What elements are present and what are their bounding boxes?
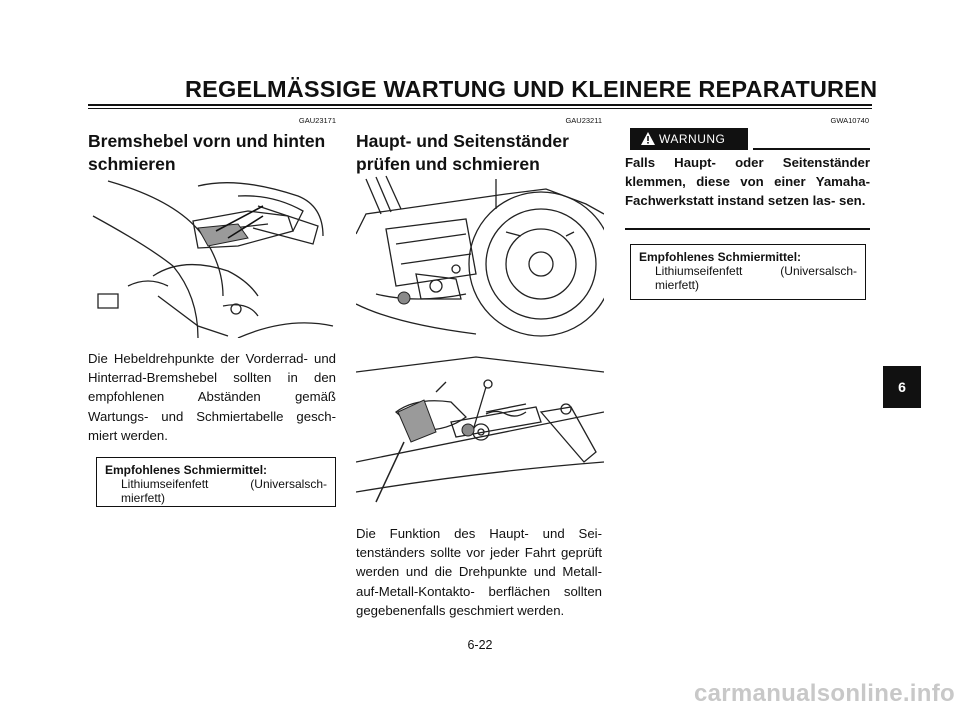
heading-line: Bremshebel vorn und hinten [88,131,326,151]
lubricant-box-title: Empfohlenes Schmiermittel: [639,250,802,264]
header-rule [88,104,872,106]
heading-line: Haupt- und Seitenständer [356,131,569,151]
warning-code: GWA10740 [830,116,869,125]
header-rule-thin [88,108,872,109]
section-heading [356,130,606,176]
chapter-tab: 6 [883,366,921,408]
warning-badge [630,128,748,150]
main-stand-illustration [356,174,604,340]
lubricant-box-text: Lithiumseifenfett (Universalsch- mierfett) [655,264,857,292]
lubricant-box-text: Lithiumseifenfett (Universalsch- mierfett) [121,477,327,505]
side-stand-illustration [356,352,604,518]
warning-text: Falls Haupt- oder Seitenständer klemmen, diese von einer Yamaha- Fachwerkstatt instand setzen las- sen. [625,155,870,208]
brake-lever-illustration [88,176,338,338]
page-header-title: REGELMÄSSIGE WARTUNG UND KLEINERE REPARATUREN [185,76,878,102]
heading-line: schmieren [88,154,176,174]
warning-label: WARNUNG [659,132,726,146]
heading-line: prüfen und schmieren [356,154,540,174]
lubricant-box-title: Empfohlenes Schmiermittel: [105,463,268,477]
lubricant-box [96,457,336,507]
watermark: carmanualsonline.info [693,680,955,707]
lubricant-box [630,244,866,300]
section-heading [88,130,338,176]
section-body-text: Die Hebeldrehpunkte der Vorderrad- und Hinterrad-Bremshebel sollten in den empfohlenen Abständen gemäß Wartungs- und Schmiertabelle gesch- miert werden. [88,351,336,443]
section-code: GAU23171 [298,116,336,125]
section-code: GAU23211 [565,116,602,125]
warning-rule-bottom [625,228,870,230]
page-number: 6-22 [467,638,493,652]
warning-rule [753,148,870,150]
warning-triangle-icon [640,131,656,146]
section-body-text: Die Funktion des Haupt- und Sei- tenständers sollte vor jeder Fahrt geprüft werden und die Drehpunkte und Metall-auf-Metall-Kontakto- berflächen sollten gegebenenfalls geschmiert werden. [356,526,602,618]
